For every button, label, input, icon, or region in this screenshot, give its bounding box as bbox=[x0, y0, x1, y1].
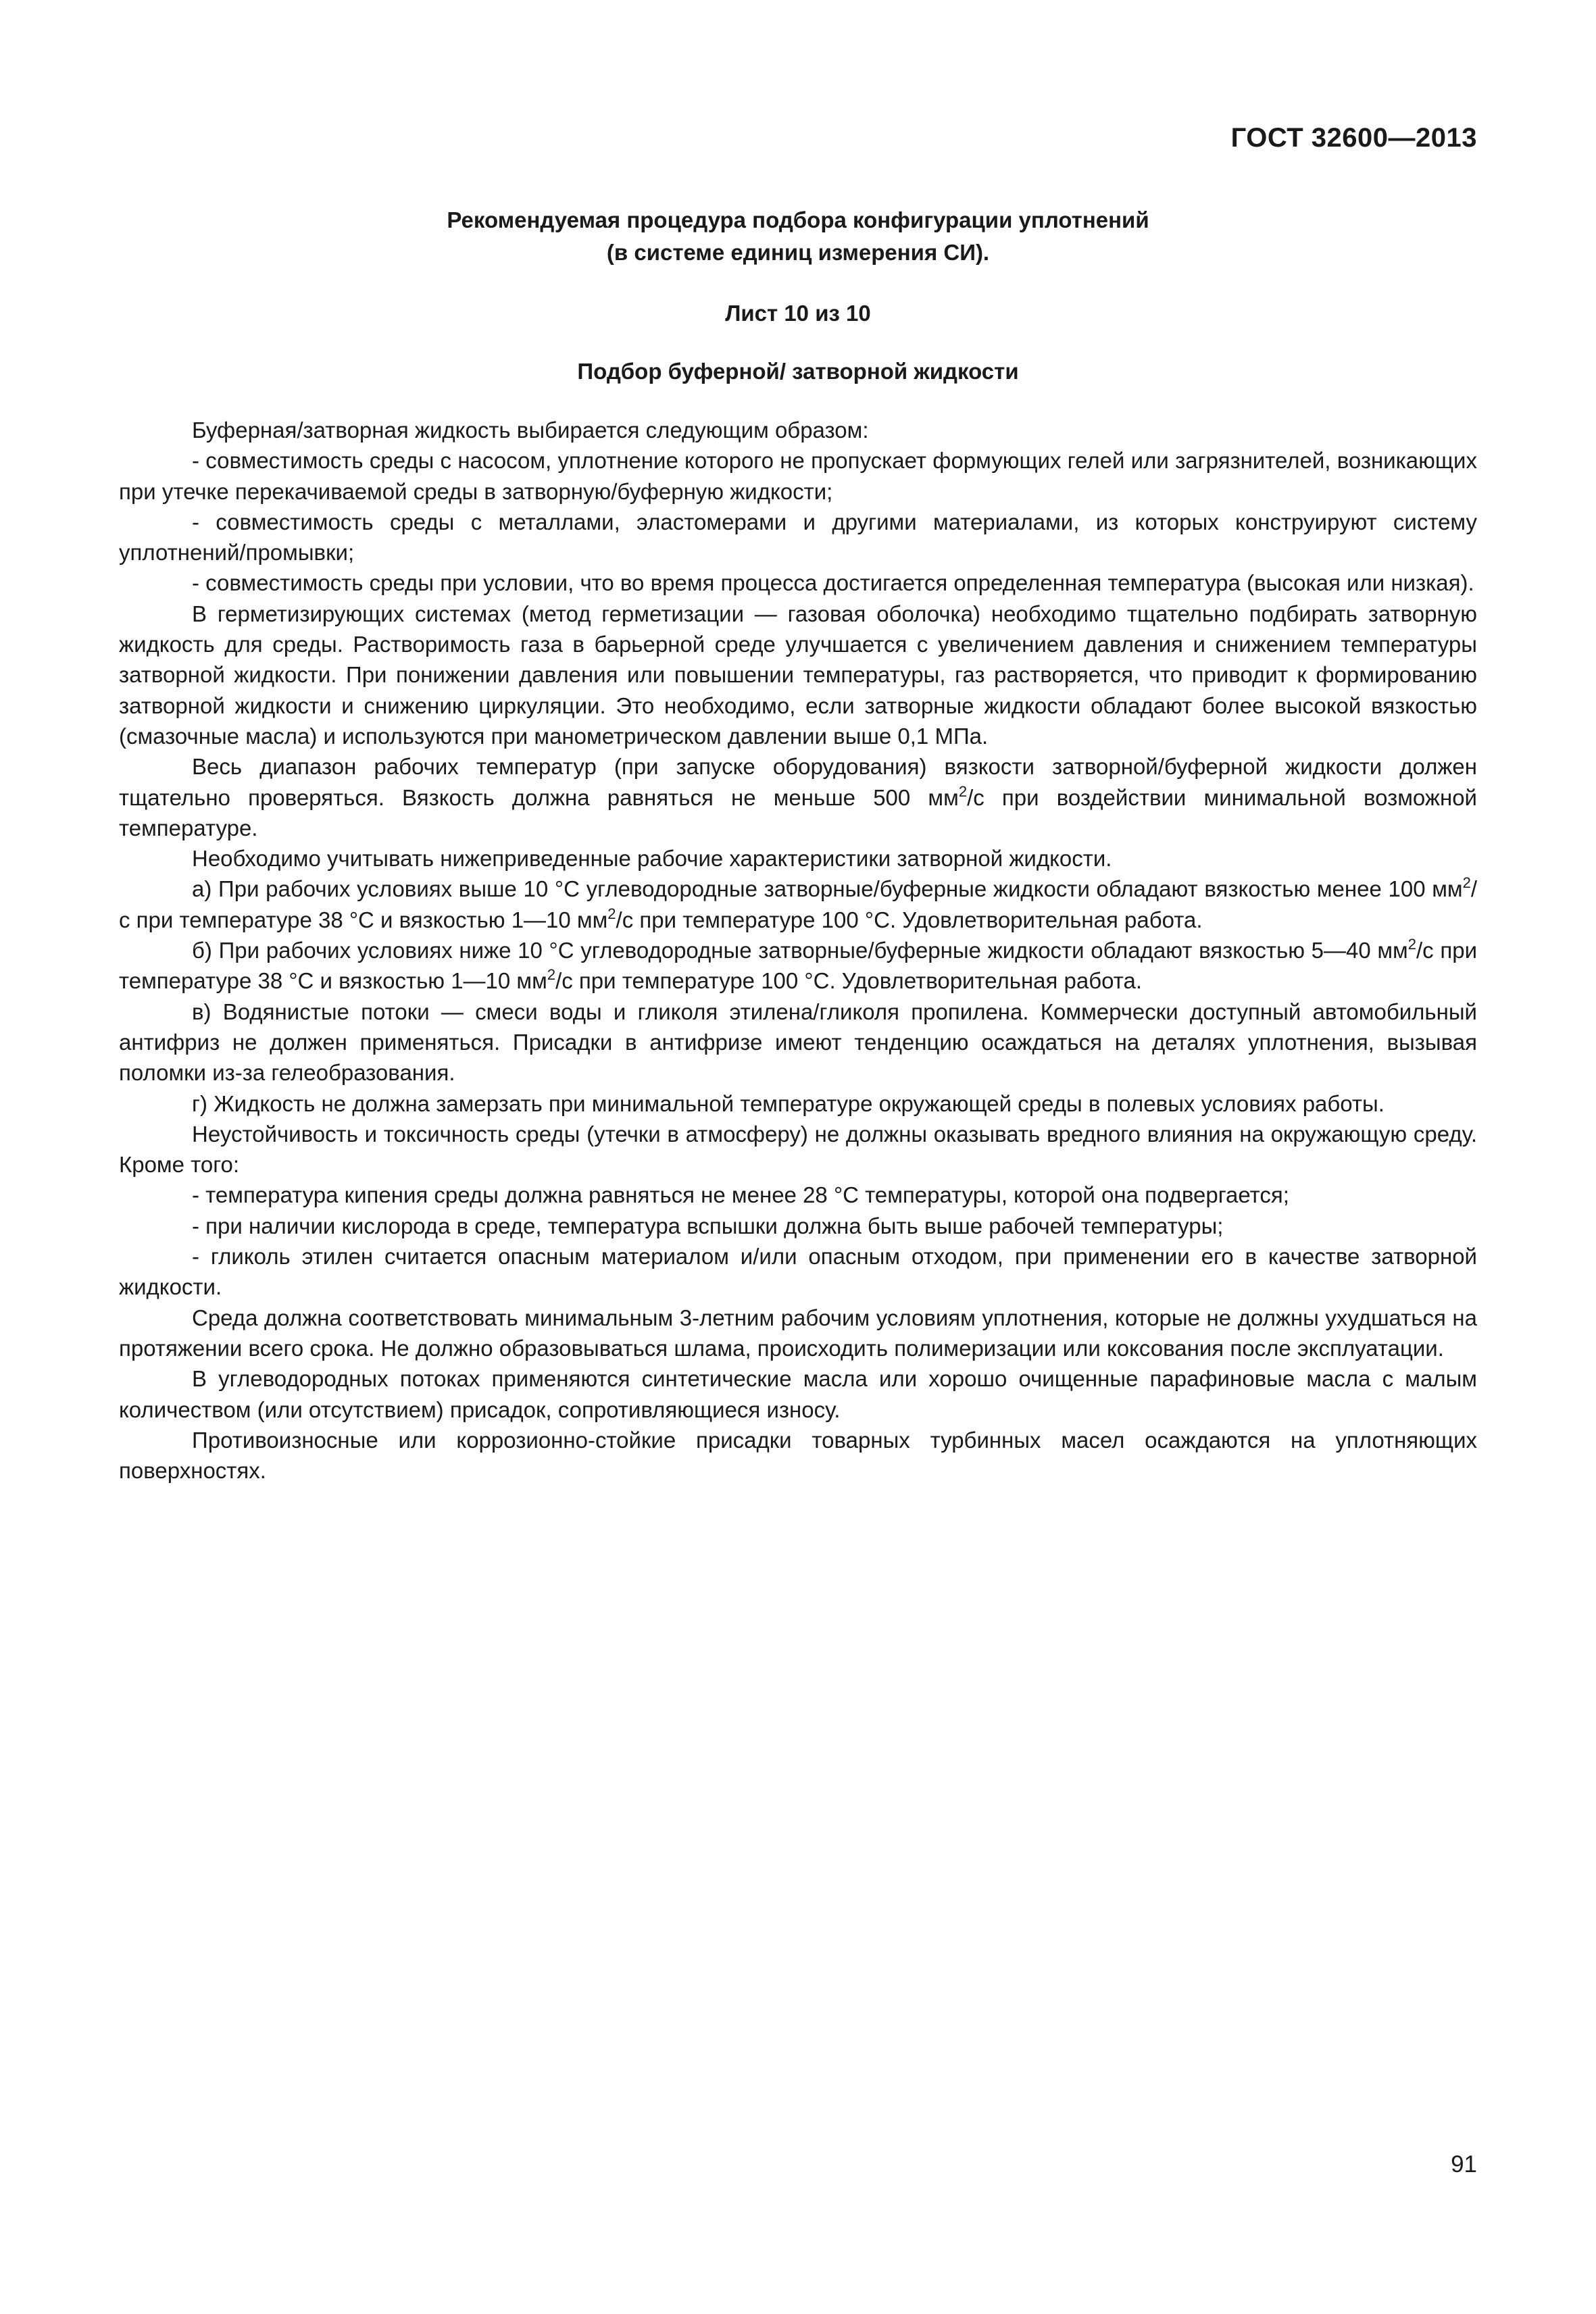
paragraph: Весь диапазон рабочих температур (при запуске оборудования) вязкости затворной/буферной жидкости должен тщательно проверяться. Вязкость должна равняться не меньше 500 $мм^2/с$ при воздействии минимальной возможной температуре. bbox=[119, 754, 1477, 840]
paragraph: В герметизирующих системах (метод герметизации — газовая оболочка) необходимо тщательно подбирать затворную жидкость для среды. Растворимость газа в барьерной среде улучшается с увеличением давления и снижением температуры затворной жидкости. При понижении давления или повышении температуры, газ растворяется, что приводит к формированию затворной жидкости и снижению циркуляции. Это необходимо, если затворные жидкости обладают более высокой вязкостью (смазочные масла) и используются при манометрическом давлении выше 0,1 МПа. bbox=[119, 601, 1477, 749]
paragraph: Среда должна соответствовать минимальным 3-летним рабочим условиям уплотнения, которые не должны ухудшаться на протяжении всего срока. Не должно образовываться шлама, происходить полимеризации или коксования после эксплуатации. bbox=[119, 1305, 1477, 1361]
page-number: 91 bbox=[1451, 2151, 1477, 2178]
paragraph: - совместимость среды с насосом, уплотнение которого не пропускает формующих гелей или загрязнителей, возникающих при утечке перекачиваемой среды в затворную/буферную жидкости; bbox=[119, 448, 1477, 504]
paragraph: - совместимость среды с металлами, эластомерами и другими материалами, из которых конструируют систему уплотнений/промывки; bbox=[119, 509, 1477, 565]
paragraph: Неустойчивость и токсичность среды (утечки в атмосферу) не должны оказывать вредного влияния на окружающую среду. Кроме того: bbox=[119, 1121, 1477, 1178]
paragraph: г) Жидкость не должна замерзать при минимальной температуре окружающей среды в полевых условиях работы. bbox=[192, 1090, 1385, 1116]
paragraph: - температура кипения среды должна равняться не менее 28 °С температуры, которой она подвергается; bbox=[192, 1182, 1289, 1208]
title-line-2: (в системе единиц измерения СИ). bbox=[606, 240, 990, 265]
paragraph: - совместимость среды при условии, что во время процесса достигается определенная температура (высокая или низкая). bbox=[192, 570, 1474, 596]
sheet-label: Лист 10 из 10 bbox=[725, 301, 871, 326]
paragraph: Буферная/затворная жидкость выбирается следующим образом: bbox=[192, 418, 869, 443]
paragraph: В углеводородных потоках применяются синтетические масла или хорошо очищенные парафиновые масла с малым количеством (или отсутствием) присадок, сопротивляющиеся износу. bbox=[119, 1366, 1477, 1422]
section-title: Подбор буферной/ затворной жидкости bbox=[577, 359, 1019, 384]
paragraph: - гликоль этилен считается опасным материалом и/или опасным отходом, при применении его в качестве затворной жидкости. bbox=[119, 1244, 1477, 1300]
paragraph: - при наличии кислорода в среде, температура вспышки должна быть выше рабочей температуры; bbox=[192, 1213, 1224, 1238]
paragraph: Необходимо учитывать нижеприведенные рабочие характеристики затворной жидкости. bbox=[192, 846, 1112, 872]
paragraph: б) При рабочих условиях ниже 10 °С углеводородные затворные/буферные жидкости обладают вязкостью 5—40 $мм^2/с$ при температуре 38 °С и вязкостью 1—10 $мм^2/с$ при температуре 100 °С. Удовлетворительная работа. bbox=[119, 936, 1478, 994]
paragraph: Противоизносные или коррозионно-стойкие присадки товарных турбинных масел осаждаются на уплотняющих поверхностях. bbox=[119, 1427, 1477, 1484]
paragraph: в) Водянистые потоки — смеси воды и гликоля этилена/гликоля пропилена. Коммерчески доступный автомобильный антифриз не должен применяться. Присадки в антифризе имеют тенденцию осаждаться на деталях уплотнения, вызывая поломки из-за гелеобразования. bbox=[119, 999, 1477, 1086]
document-title bbox=[119, 204, 1477, 269]
body-text bbox=[119, 415, 1477, 1486]
paragraph: а) При рабочих условиях выше 10 °С углеводородные затворные/буферные жидкости обладают вязкостью менее 100 $мм^2/с$ при температуре 38 °С и вязкостью 1—10 $мм^2/с$ при температуре 100 °С. Удовлетворительная работа. bbox=[119, 874, 1477, 932]
title-line-1: Рекомендуемая процедура подбора конфигурации уплотнений bbox=[447, 207, 1149, 232]
standard-code: ГОСТ 32600—2013 bbox=[1230, 123, 1477, 153]
